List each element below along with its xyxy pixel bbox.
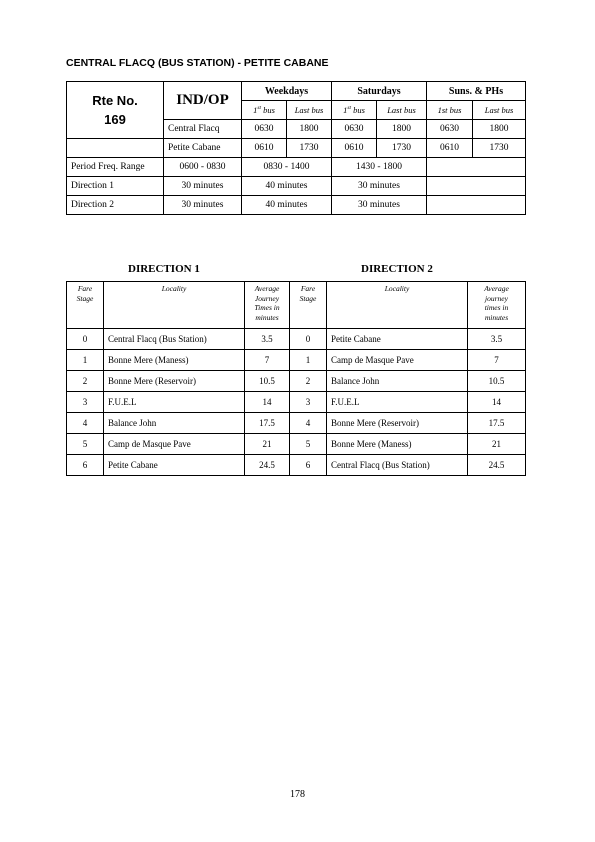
table-row — [67, 392, 526, 413]
avg-time-header: Average Journey Times in minutes — [245, 282, 290, 329]
fare-stage: 1 — [67, 350, 104, 371]
fare-stage-header: Fare Stage — [67, 282, 104, 329]
indop-header: IND/OP — [164, 82, 242, 120]
bus-time: 0610 — [427, 139, 473, 158]
bus-time: 1800 — [287, 120, 332, 139]
empty-cell — [427, 196, 526, 215]
locality: F.U.E.L — [104, 392, 245, 413]
fare-stage: 0 — [290, 329, 327, 350]
locality-header: Locality — [104, 282, 245, 329]
fare-stage: 5 — [67, 434, 104, 455]
bus-time: 0610 — [332, 139, 377, 158]
bus-time: 1730 — [287, 139, 332, 158]
locality: Camp de Masque Pave — [327, 350, 468, 371]
frequency: 40 minutes — [242, 177, 332, 196]
fare-stage: 6 — [290, 455, 327, 476]
period-range: 0830 - 1400 — [242, 158, 332, 177]
direction-2-title: DIRECTION 2 — [361, 263, 433, 275]
timetable-row — [67, 139, 526, 158]
avg-time: 7 — [245, 350, 290, 371]
avg-time: 17.5 — [468, 413, 526, 434]
route-title: CENTRAL FLACQ (BUS STATION) - PETITE CABANE — [66, 57, 329, 69]
avg-time: 17.5 — [245, 413, 290, 434]
fare-stage: 3 — [67, 392, 104, 413]
locality: Balance John — [327, 371, 468, 392]
avg-time: 21 — [245, 434, 290, 455]
locality: Bonne Mere (Maness) — [104, 350, 245, 371]
bus-time: 0610 — [242, 139, 287, 158]
table-row — [67, 329, 526, 350]
terminus-name: Central Flacq — [164, 120, 242, 139]
fare-stage-header-row — [67, 282, 526, 329]
locality: F.U.E.L — [327, 392, 468, 413]
route-number-cell-bottom — [67, 139, 164, 158]
fare-stage: 0 — [67, 329, 104, 350]
bus-time: 1800 — [377, 120, 427, 139]
avg-time-header: Average journey times in minutes — [468, 282, 526, 329]
locality: Central Flacq (Bus Station) — [327, 455, 468, 476]
direction-freq-row — [67, 196, 526, 215]
fare-stage-table — [66, 281, 526, 476]
terminus-name: Petite Cabane — [164, 139, 242, 158]
period-range: 0600 - 0830 — [164, 158, 242, 177]
period-row — [67, 158, 526, 177]
locality: Central Flacq (Bus Station) — [104, 329, 245, 350]
bus-time: 1730 — [377, 139, 427, 158]
avg-time: 10.5 — [245, 371, 290, 392]
empty-cell — [427, 158, 526, 177]
locality: Bonne Mere (Reservoir) — [327, 413, 468, 434]
fare-stage: 2 — [67, 371, 104, 392]
locality: Bonne Mere (Reservoir) — [104, 371, 245, 392]
route-summary-table — [66, 81, 526, 215]
fare-stage: 5 — [290, 434, 327, 455]
weekdays-header: Weekdays — [242, 82, 332, 101]
last-bus-header: Last bus — [287, 101, 332, 120]
frequency: 30 minutes — [164, 177, 242, 196]
fare-stage: 4 — [290, 413, 327, 434]
first-bus-header: 1st bus — [427, 101, 473, 120]
table-row — [67, 371, 526, 392]
page-number: 178 — [290, 789, 305, 800]
table-row — [67, 434, 526, 455]
first-bus-header: 1st bus — [242, 101, 287, 120]
locality: Bonne Mere (Maness) — [327, 434, 468, 455]
bus-time: 0630 — [427, 120, 473, 139]
avg-time: 3.5 — [468, 329, 526, 350]
avg-time: 14 — [245, 392, 290, 413]
direction-freq-row — [67, 177, 526, 196]
saturdays-header: Saturdays — [332, 82, 427, 101]
fare-stage: 3 — [290, 392, 327, 413]
route-number-label: Rte No. — [92, 93, 138, 108]
avg-time: 14 — [468, 392, 526, 413]
frequency: 40 minutes — [242, 196, 332, 215]
avg-time: 21 — [468, 434, 526, 455]
direction-1-title: DIRECTION 1 — [128, 263, 200, 275]
locality: Balance John — [104, 413, 245, 434]
fare-stage-header: Fare Stage — [290, 282, 327, 329]
direction-label: Direction 1 — [67, 177, 164, 196]
fare-stage: 4 — [67, 413, 104, 434]
locality: Camp de Masque Pave — [104, 434, 245, 455]
locality-header: Locality — [327, 282, 468, 329]
bus-time: 0630 — [242, 120, 287, 139]
table-row — [67, 455, 526, 476]
period-label: Period Freq. Range — [67, 158, 164, 177]
empty-cell — [427, 177, 526, 196]
route-number: 169 — [104, 112, 126, 127]
frequency: 30 minutes — [164, 196, 242, 215]
fare-stage: 1 — [290, 350, 327, 371]
bus-time: 1800 — [473, 120, 526, 139]
last-bus-header: Last bus — [377, 101, 427, 120]
avg-time: 7 — [468, 350, 526, 371]
locality: Petite Cabane — [327, 329, 468, 350]
frequency: 30 minutes — [332, 196, 427, 215]
locality: Petite Cabane — [104, 455, 245, 476]
fare-stage: 2 — [290, 371, 327, 392]
fare-stage-body — [67, 329, 526, 476]
table-row — [67, 350, 526, 371]
frequency: 30 minutes — [332, 177, 427, 196]
direction-label: Direction 2 — [67, 196, 164, 215]
last-bus-header: Last bus — [473, 101, 526, 120]
avg-time: 10.5 — [468, 371, 526, 392]
avg-time: 3.5 — [245, 329, 290, 350]
avg-time: 24.5 — [468, 455, 526, 476]
bus-time: 0630 — [332, 120, 377, 139]
sundays-header: Suns. & PHs — [427, 82, 526, 101]
table-row — [67, 413, 526, 434]
bus-time: 1730 — [473, 139, 526, 158]
fare-stage: 6 — [67, 455, 104, 476]
period-range: 1430 - 1800 — [332, 158, 427, 177]
first-bus-header: 1st bus — [332, 101, 377, 120]
route-number-cell — [67, 82, 164, 139]
avg-time: 24.5 — [245, 455, 290, 476]
